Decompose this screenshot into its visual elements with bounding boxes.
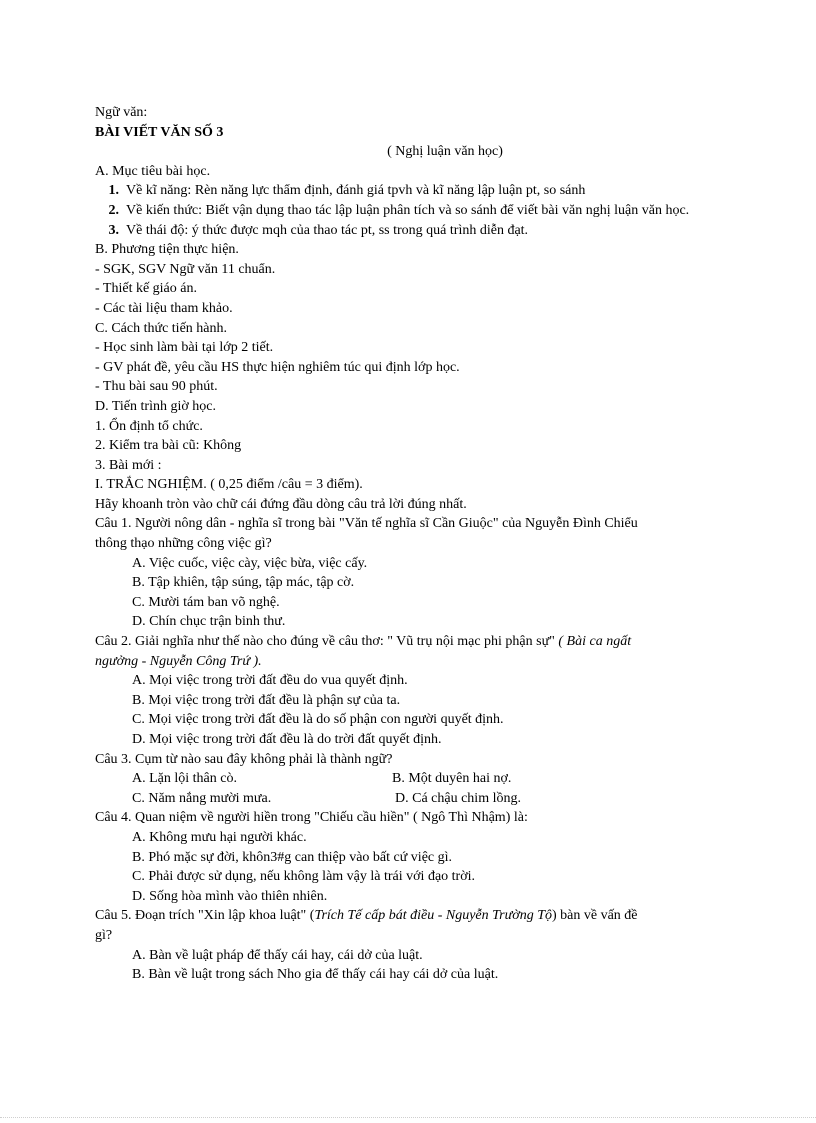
objective-item bbox=[95, 181, 795, 201]
question-option: A. Bàn về luật pháp để thấy cái hay, cái dở của luật. bbox=[132, 947, 423, 963]
list-item: - Thu bài sau 90 phút. bbox=[95, 379, 218, 395]
section-c-heading: C. Cách thức tiến hành. bbox=[95, 320, 228, 336]
subject-label: Ngữ văn: bbox=[95, 105, 148, 120]
question-1-line2: thông thạo những công việc gì? bbox=[95, 536, 272, 552]
objective-text: Về thái độ: ý thức được mqh của thao tác pt, ss trong quá trình diễn đạt. bbox=[126, 222, 529, 238]
section-d-heading: D. Tiến trình giờ học. bbox=[95, 398, 216, 414]
list-item: - Các tài liệu tham khảo. bbox=[95, 300, 233, 316]
question-4-line1: Câu 4. Quan niệm về người hiền trong "Chiếu cầu hiền" ( Ngô Thì Nhậm) là: bbox=[95, 810, 528, 826]
question-2-line1 bbox=[95, 632, 795, 652]
objective-text: Về kiến thức: Biết vận dụng thao tác lập luận phân tích và so sánh để viết bài văn nghị luận văn học. bbox=[126, 202, 690, 218]
question-2-line2: ngưởng - Nguyễn Công Trứ ). bbox=[95, 653, 262, 669]
question-text: Câu 2. Giải nghĩa như thế nào cho đúng về câu thơ: " Vũ trụ nội mạc phi phận sự" bbox=[95, 634, 559, 650]
question-5-line1 bbox=[95, 906, 795, 926]
question-text: ) bàn về vấn đề bbox=[552, 908, 638, 924]
section-a-heading: A. Mục tiêu bài học. bbox=[95, 163, 211, 179]
question-option: D. Mọi việc trong trời đất đều là do trời đất quyết định. bbox=[132, 732, 442, 747]
question-option: C. Mọi việc trong trời đất đều là do số phận con người quyết định. bbox=[132, 712, 504, 728]
list-item: - Học sinh làm bài tại lớp 2 tiết. bbox=[95, 340, 274, 356]
list-item: - SGK, SGV Ngữ văn 11 chuẩn. bbox=[95, 261, 276, 277]
objective-number: 2. bbox=[108, 202, 119, 218]
question-option: D. Sống hòa mình vào thiên nhiên. bbox=[132, 888, 328, 904]
question-option: B. Tập khiên, tập súng, tập mác, tập cờ. bbox=[132, 575, 355, 591]
objective-number: 3. bbox=[108, 222, 119, 238]
objective-item bbox=[95, 201, 795, 221]
question-option: B. Phó mặc sự đời, khôn3#g can thiệp vào bất cứ việc gì. bbox=[132, 849, 453, 865]
question-5-line2: gì? bbox=[95, 927, 113, 943]
question-option-row bbox=[95, 789, 795, 809]
question-option: A. Mọi việc trong trời đất đều do vua quyết định. bbox=[132, 673, 408, 689]
question-option: C. Mười tám ban võ nghệ. bbox=[132, 594, 280, 610]
question-option: B. Mọi việc trong trời đất đều là phận sự của ta. bbox=[132, 692, 401, 708]
document-page bbox=[95, 103, 795, 985]
question-option: B. Bàn về luật trong sách Nho gia để thấy cái hay cái dở của luật. bbox=[132, 967, 499, 983]
question-option: B. Một duyên hai nợ. bbox=[392, 771, 512, 787]
question-source: ( Bài ca ngất bbox=[558, 634, 632, 650]
question-3-line1: Câu 3. Cụm từ nào sau đây không phải là thành ngữ? bbox=[95, 751, 393, 767]
list-item: 2. Kiểm tra bài cũ: Không bbox=[95, 438, 242, 454]
question-text: Câu 5. Đoạn trích "Xin lập khoa luật" ( bbox=[95, 908, 315, 924]
test-instruction: Hãy khoanh tròn vào chữ cái đứng đầu dòng câu trả lời đúng nhất. bbox=[95, 496, 467, 512]
objective-item bbox=[95, 221, 795, 241]
question-source: Trích Tế cấp bát điều - Nguyễn Trường Tộ bbox=[314, 908, 552, 924]
section-b-heading: B. Phương tiện thực hiện. bbox=[95, 242, 239, 258]
question-option: D. Cá chậu chim lồng. bbox=[395, 790, 521, 806]
question-1-line1: Câu 1. Người nông dân - nghĩa sĩ trong bài "Văn tế nghĩa sĩ Cần Giuộc" của Nguyễn Đình Chiểu bbox=[95, 516, 638, 532]
question-option-row bbox=[95, 769, 795, 789]
objective-text: Về kĩ năng: Rèn năng lực thẩm định, đánh giá tpvh và kĩ năng lập luận pt, so sánh bbox=[126, 183, 586, 199]
document-title: BÀI VIẾT VĂN SỐ 3 bbox=[95, 124, 224, 140]
question-option: A. Không mưu hại người khác. bbox=[132, 829, 307, 845]
document-subtitle: ( Nghị luận văn học) bbox=[387, 144, 503, 160]
question-option: C. Năm nắng mười mưa. bbox=[132, 790, 272, 806]
list-item: - Thiết kế giáo án. bbox=[95, 281, 197, 297]
question-option: A. Việc cuốc, việc cày, việc bừa, việc cấy. bbox=[132, 555, 368, 571]
question-option: C. Phải được sử dụng, nếu không làm vậy là trái với đạo trời. bbox=[132, 869, 475, 885]
list-item: 3. Bài mới : bbox=[95, 457, 162, 473]
objective-number: 1. bbox=[108, 183, 119, 199]
list-item: - GV phát đề, yêu cầu HS thực hiện nghiêm túc qui định lớp học. bbox=[95, 359, 460, 375]
question-option: A. Lặn lội thân cò. bbox=[132, 771, 237, 787]
page-bottom-divider bbox=[0, 1117, 816, 1118]
list-item: 1. Ổn định tổ chức. bbox=[95, 418, 203, 434]
question-option: D. Chín chục trận binh thư. bbox=[132, 614, 286, 630]
test-heading: I. TRẮC NGHIỆM. ( 0,25 điểm /câu = 3 điểm). bbox=[95, 477, 363, 493]
